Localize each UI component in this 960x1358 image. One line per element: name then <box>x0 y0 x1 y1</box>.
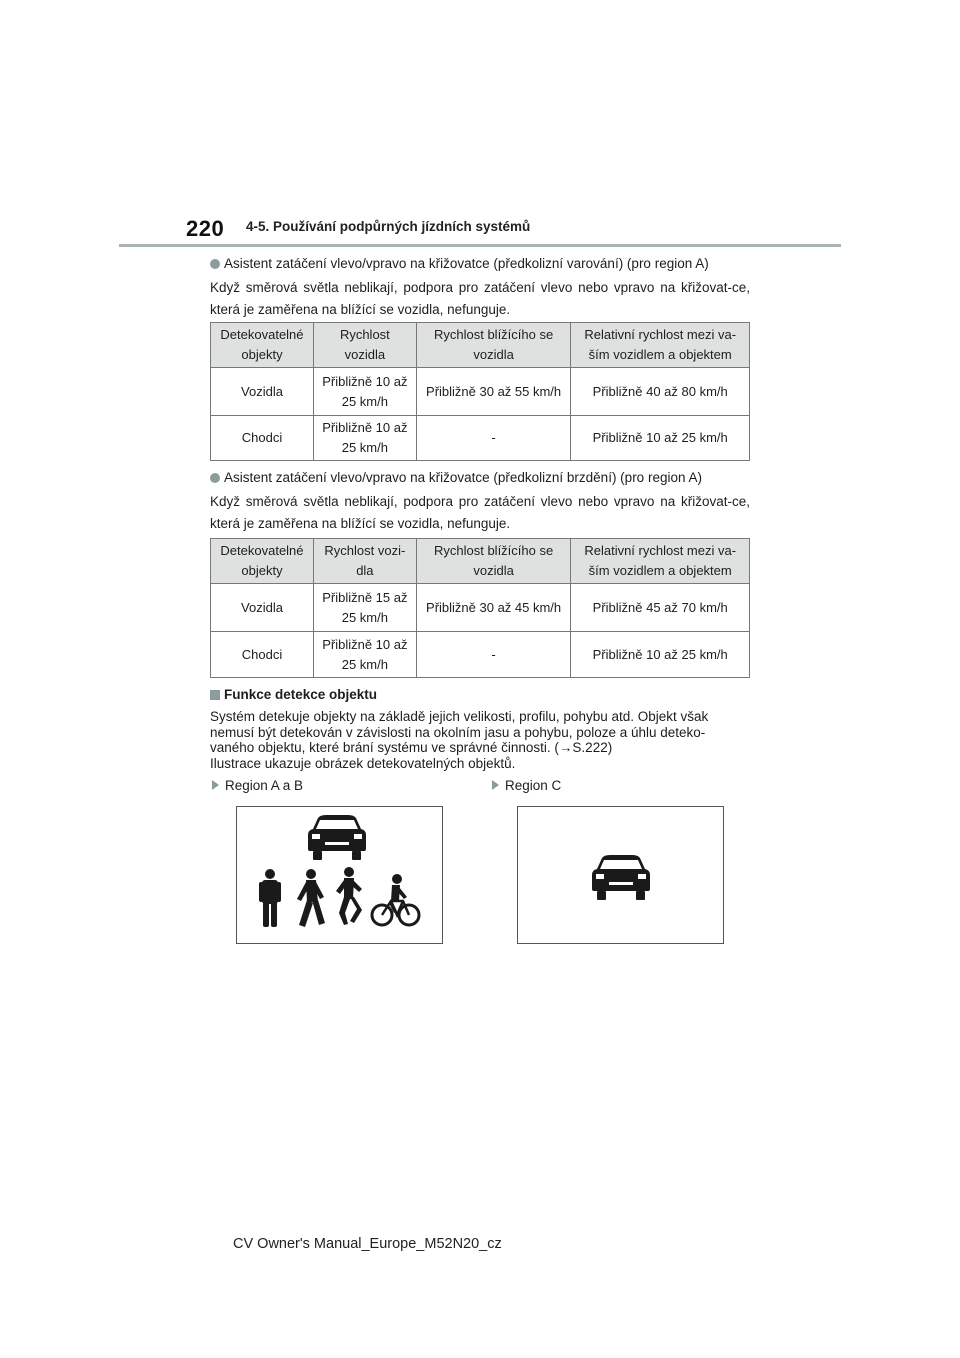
triangle-bullet-icon <box>212 780 219 790</box>
standing-person-icon <box>259 869 281 927</box>
header-cell: Relativní rychlost mezi va-ším vozidlem a objektem <box>571 539 750 584</box>
cyclist-icon <box>372 874 419 925</box>
bullet-item-warning <box>210 256 709 271</box>
table-cell: Přibližně 30 až 55 km/h <box>416 368 571 416</box>
table-cell: Přibližně 10 až 25 km/h <box>313 416 416 461</box>
table-row <box>211 632 750 678</box>
car-icon <box>308 815 366 860</box>
table-cell: Přibližně 10 až 25 km/h <box>313 368 416 416</box>
table-cell: Vozidla <box>211 368 314 416</box>
text-line: Ilustrace ukazuje obrázek detekovatelných objektů. <box>210 755 516 771</box>
bullet-icon <box>210 473 220 483</box>
triangle-bullet-icon <box>492 780 499 790</box>
detection-heading-text: Funkce detekce objektu <box>224 687 378 702</box>
table-cell: Přibližně 10 až 25 km/h <box>571 416 750 461</box>
header-cell: Detekovatelné objekty <box>211 323 314 368</box>
table-cell: Přibližně 10 až 25 km/h <box>313 632 416 678</box>
footer-document-id: CV Owner's Manual_Europe_M52N20_cz <box>233 1236 502 1252</box>
table-cell: Chodci <box>211 632 314 678</box>
header-cell: Rychlost vozidla <box>313 323 416 368</box>
table-cell: Přibližně 40 až 80 km/h <box>571 368 750 416</box>
figure-region-c <box>517 806 724 944</box>
page-number: 220 <box>186 216 225 241</box>
region-c-text: Region C <box>505 778 562 793</box>
table-row <box>211 584 750 632</box>
region-c-label <box>492 778 561 793</box>
table-cell: Chodci <box>211 416 314 461</box>
car-icon <box>592 855 650 900</box>
table-row <box>211 416 750 461</box>
bullet-text: Asistent zatáčení vlevo/vpravo na křižovatce (předkolizní varování) (pro region A) <box>224 256 709 271</box>
figure-region-ab <box>236 806 443 944</box>
table-cell: - <box>416 416 571 461</box>
paragraph-braking: Když směrová světla neblikají, podpora pro zatáčení vlevo nebo vpravo na křižovat-ce, která je zaměřena na blížící se vozidla, nefunguje. <box>210 494 750 531</box>
table-cell: Přibližně 10 až 25 km/h <box>571 632 750 678</box>
detection-paragraph <box>210 709 750 771</box>
region-ab-text: Region A a B <box>225 778 304 793</box>
section-title: 4-5. Používání podpůrných jízdních systémů <box>246 219 531 234</box>
text-line: nemusí být detekován v závislosti na okolním jasu a pohybu, poloze a úhlu deteko- <box>210 724 706 740</box>
header-cell: Relativní rychlost mezi va-ším vozidlem a objektem <box>571 323 750 368</box>
table-cell: Přibližně 45 až 70 km/h <box>571 584 750 632</box>
text-line: Systém detekuje objekty na základě jejich velikosti, profilu, pohybu atd. Objekt však <box>210 709 709 724</box>
header-cell: Rychlost blížícího se vozidla <box>416 539 571 584</box>
running-person-icon <box>336 867 362 925</box>
bullet-text: Asistent zatáčení vlevo/vpravo na křižovatce (předkolizní brzdění) (pro region A) <box>224 470 702 485</box>
table-cell: - <box>416 632 571 678</box>
table-cell: Přibližně 15 až 25 km/h <box>313 584 416 632</box>
header-cell: Rychlost blížícího se vozidla <box>416 323 571 368</box>
table-cell: Vozidla <box>211 584 314 632</box>
spec-table-braking <box>210 538 750 678</box>
header-cell: Detekovatelné objekty <box>211 539 314 584</box>
detection-heading <box>210 687 377 702</box>
square-bullet-icon <box>210 690 220 700</box>
table-cell: Přibližně 30 až 45 km/h <box>416 584 571 632</box>
bullet-item-braking <box>210 470 702 485</box>
bullet-icon <box>210 259 220 269</box>
table-row <box>211 368 750 416</box>
region-ab-label <box>212 778 303 793</box>
paragraph-warning: Když směrová světla neblikají, podpora pro zatáčení vlevo nebo vpravo na křižovat-ce, která je zaměřena na blížící se vozidla, nefunguje. <box>210 280 750 317</box>
header-cell: Rychlost vozi-dla <box>313 539 416 584</box>
spec-table-warning <box>210 322 750 461</box>
walking-person-icon <box>297 869 325 927</box>
text-line: vaného objektu, které brání systému ve správné činnosti. (→S.222) <box>210 740 613 755</box>
header-divider <box>119 244 841 247</box>
